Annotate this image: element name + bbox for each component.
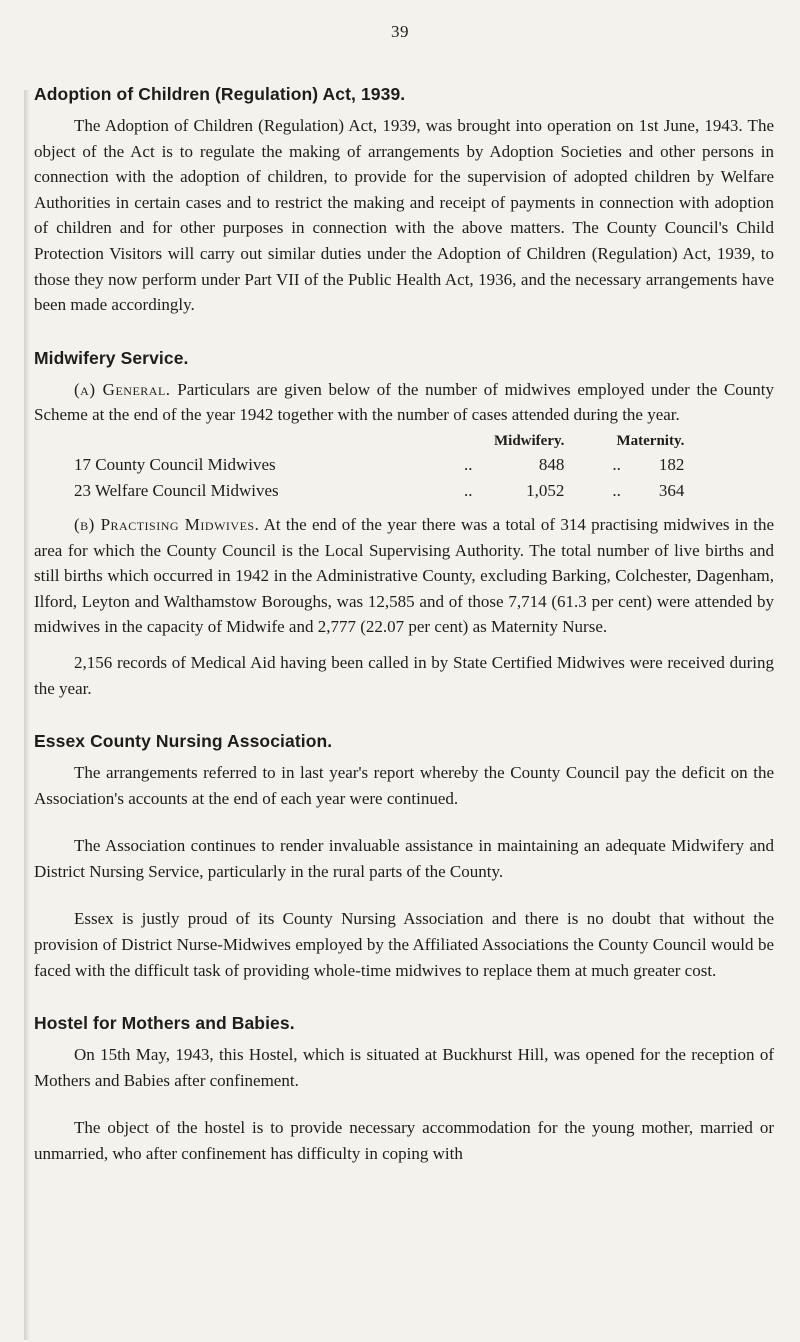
general-text: Particulars are given below of the number of midwives employed under the County Scheme at the end of the year 1942 together with the number of cases attended during the year.: [34, 379, 775, 425]
nursing-paragraph-1: The arrangements referred to in last year's report whereby the County Council pay the deficit on the Association's accounts at the end of each year were continued.: [34, 763, 774, 808]
nursing-paragraph-2: The Association continues to render invaluable assistance in maintaining an adequate Midwifery and District Nursing Service, particularly in the rural parts of the County.: [34, 836, 774, 881]
binding-shadow: [24, 90, 30, 1340]
adoption-heading: Adoption of Children (Regulation) Act, 1939.: [34, 84, 406, 104]
row-label: 23 Welfare Council Midwives: [74, 480, 279, 500]
hostel-paragraph-2: The object of the hostel is to provide necessary accommodation for the young mother, married or unmarried, who after confinement has difficulty in coping with: [34, 1118, 774, 1164]
adoption-paragraph: The Adoption of Children (Regulation) Act, 1939, was brought into operation on 1st June, 1943. The object of the Act is to regulate the making of arrangements by Adoption Societies and other persons in connection with the adoption of children, to provide for the supervision of adopted children by Welfare Authorities in certain cases and to restrict the making and receipt of payments in connection with adoption of children and for other purposes in connection with the above matters. The County Council's Child Protection Visitors will carry out similar duties under the Adoption of Children (Regulation) Act, 1939, to those they now perform under Part VII of the Public Health Act, 1936, and the necessary arrangements have been made accordingly.: [34, 116, 774, 315]
table-row: [74, 452, 684, 478]
general-label: (a) General.: [74, 379, 171, 399]
practising-paragraph: [34, 512, 774, 640]
row-dots: ..: [464, 454, 473, 474]
hostel-paragraph-1: On 15th May, 1943, this Hostel, which is situated at Buckhurst Hill, was opened for the reception of Mothers and Babies after confinement.: [34, 1045, 774, 1090]
practising-text: At the end of the year there was a total of 314 practising midwives in the area for which the County Council is the Local Supervising Authority. The total number of live births and still births which occurred in 1942 in the Administrative County, excluding Barking, Colchester, Dagenham, Ilford, Leyton and Walthamstow Boroughs, was 12,585 and of those 7,714 (61.3 per cent) were attended by midwives in the capacity of Midwife and 2,777 (22.07 per cent) as Maternity Nurse.: [34, 514, 775, 637]
row-dots: ..: [464, 480, 473, 500]
midwives-table: [74, 430, 684, 504]
row-maternity: .. 364: [612, 480, 685, 500]
page-content: [34, 84, 774, 1167]
row-midwifery: 848: [538, 454, 565, 474]
table-row: [74, 478, 684, 504]
row-midwifery: 1,052: [526, 480, 565, 500]
records-paragraph: 2,156 records of Medical Aid having been called in by State Certified Midwives were received during the year.: [34, 652, 774, 698]
row-maternity: .. 182: [612, 454, 685, 474]
midwives-table-header: [74, 430, 684, 452]
nursing-heading: Essex County Nursing Association.: [34, 731, 333, 752]
midwifery-heading: Midwifery Service.: [34, 347, 189, 368]
page-number: 39: [391, 22, 409, 41]
practising-label: (b) Practising Midwives.: [74, 514, 260, 534]
hostel-heading: Hostel for Mothers and Babies.: [34, 1013, 295, 1034]
col-maternity-header: Maternity.: [616, 432, 685, 449]
midwifery-general-paragraph: [34, 377, 774, 428]
nursing-paragraph-3: Essex is justly proud of its County Nursing Association and there is no doubt that without the provision of District Nurse-Midwives employed by the Affiliated Associations the County Council would be faced with the difficult task of providing whole-time midwives to replace them at much greater cost.: [34, 909, 774, 980]
row-label: 17 County Council Midwives: [74, 454, 276, 474]
col-midwifery-header: Midwifery.: [494, 432, 565, 449]
